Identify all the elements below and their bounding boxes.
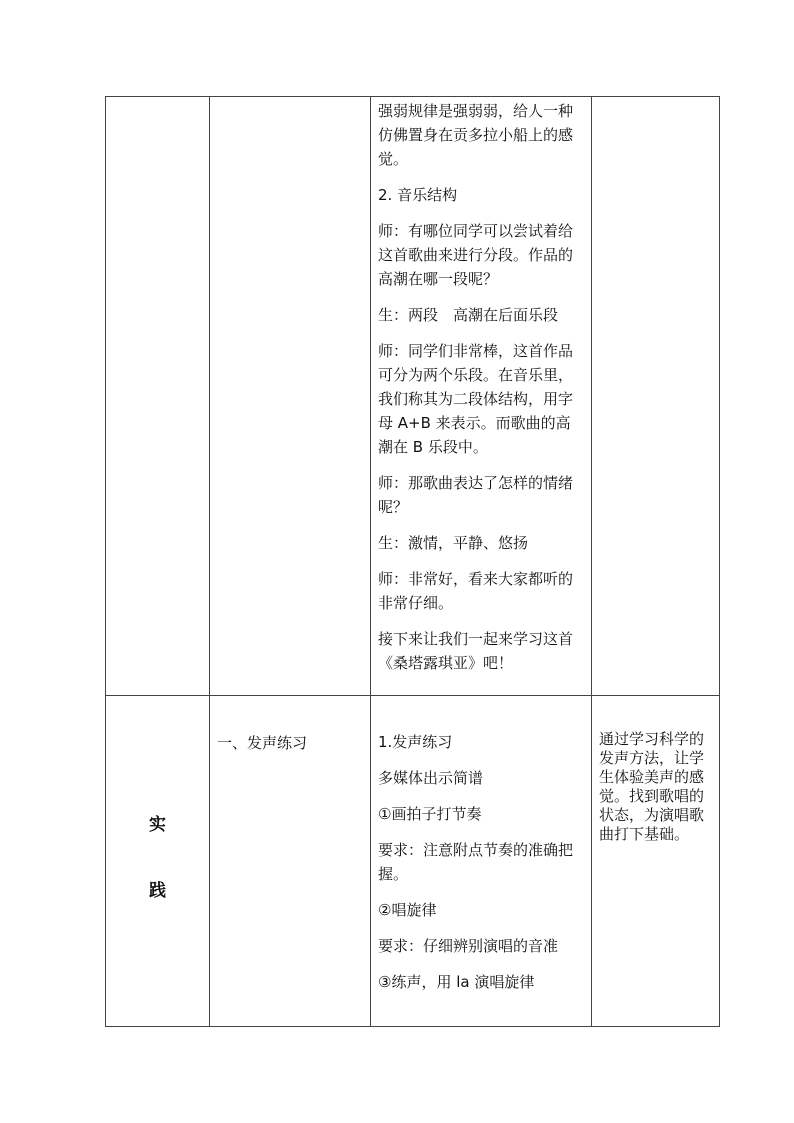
- paragraph: ②唱旋律: [378, 901, 437, 919]
- paragraph: 2. 音乐结构: [378, 186, 458, 204]
- purpose-text: 通过学习科学的发声方法，让学生体验美声的感觉。找到歌唱的状态，为演唱歌曲打下基础。: [599, 730, 705, 843]
- paragraph: ③练声，用 la 演唱旋律: [378, 973, 535, 991]
- activity-cell: [210, 97, 371, 696]
- paragraph: 生：激情，平静、悠扬: [378, 534, 529, 552]
- paragraph: 师：同学们非常棒，这首作品可分为两个乐段。在音乐里，我们称其为二段体结构，用字母 A+B 来表示。而歌曲的高潮在 B 乐段中。: [378, 342, 574, 456]
- paragraph: 多媒体出示简谱: [378, 769, 484, 787]
- process-cell: [371, 97, 592, 696]
- paragraph: ①画拍子打节奏: [378, 805, 482, 823]
- table-row: [106, 696, 720, 1027]
- activity-cell: [210, 696, 371, 1027]
- purpose-cell: [592, 97, 720, 696]
- process-content: [371, 97, 591, 675]
- phase-label-char: 实: [149, 815, 166, 835]
- lesson-plan-table: [105, 96, 720, 1027]
- paragraph: 师：那歌曲表达了怎样的情绪呢？: [378, 474, 574, 516]
- paragraph: 强弱规律是强弱弱，给人一种仿佛置身在贡多拉小船上的感觉。: [378, 102, 574, 168]
- paragraph: 要求：仔细辨别演唱的音准: [378, 937, 559, 955]
- paragraph: 生：两段 高潮在后面乐段: [378, 306, 559, 324]
- paragraph: 接下来让我们一起来学习这首《桑塔露琪亚》吧！: [378, 630, 574, 672]
- phase-label-char: 践: [149, 881, 166, 901]
- paragraph: 师：有哪位同学可以尝试着给这首歌曲来进行分段。作品的高潮在哪一段呢？: [378, 222, 574, 288]
- phase-cell: [106, 97, 210, 696]
- process-content: [371, 696, 591, 994]
- process-cell: [371, 696, 592, 1027]
- paragraph: 1.发声练习: [378, 733, 453, 751]
- phase-cell: [106, 696, 210, 1027]
- paragraph: 要求：注意附点节奏的准确把握。: [378, 841, 574, 883]
- activity-title: 一、发声练习: [217, 734, 308, 752]
- paragraph: 师：非常好，看来大家都听的非常仔细。: [378, 570, 574, 612]
- table-row: [106, 97, 720, 696]
- purpose-cell: [592, 696, 720, 1027]
